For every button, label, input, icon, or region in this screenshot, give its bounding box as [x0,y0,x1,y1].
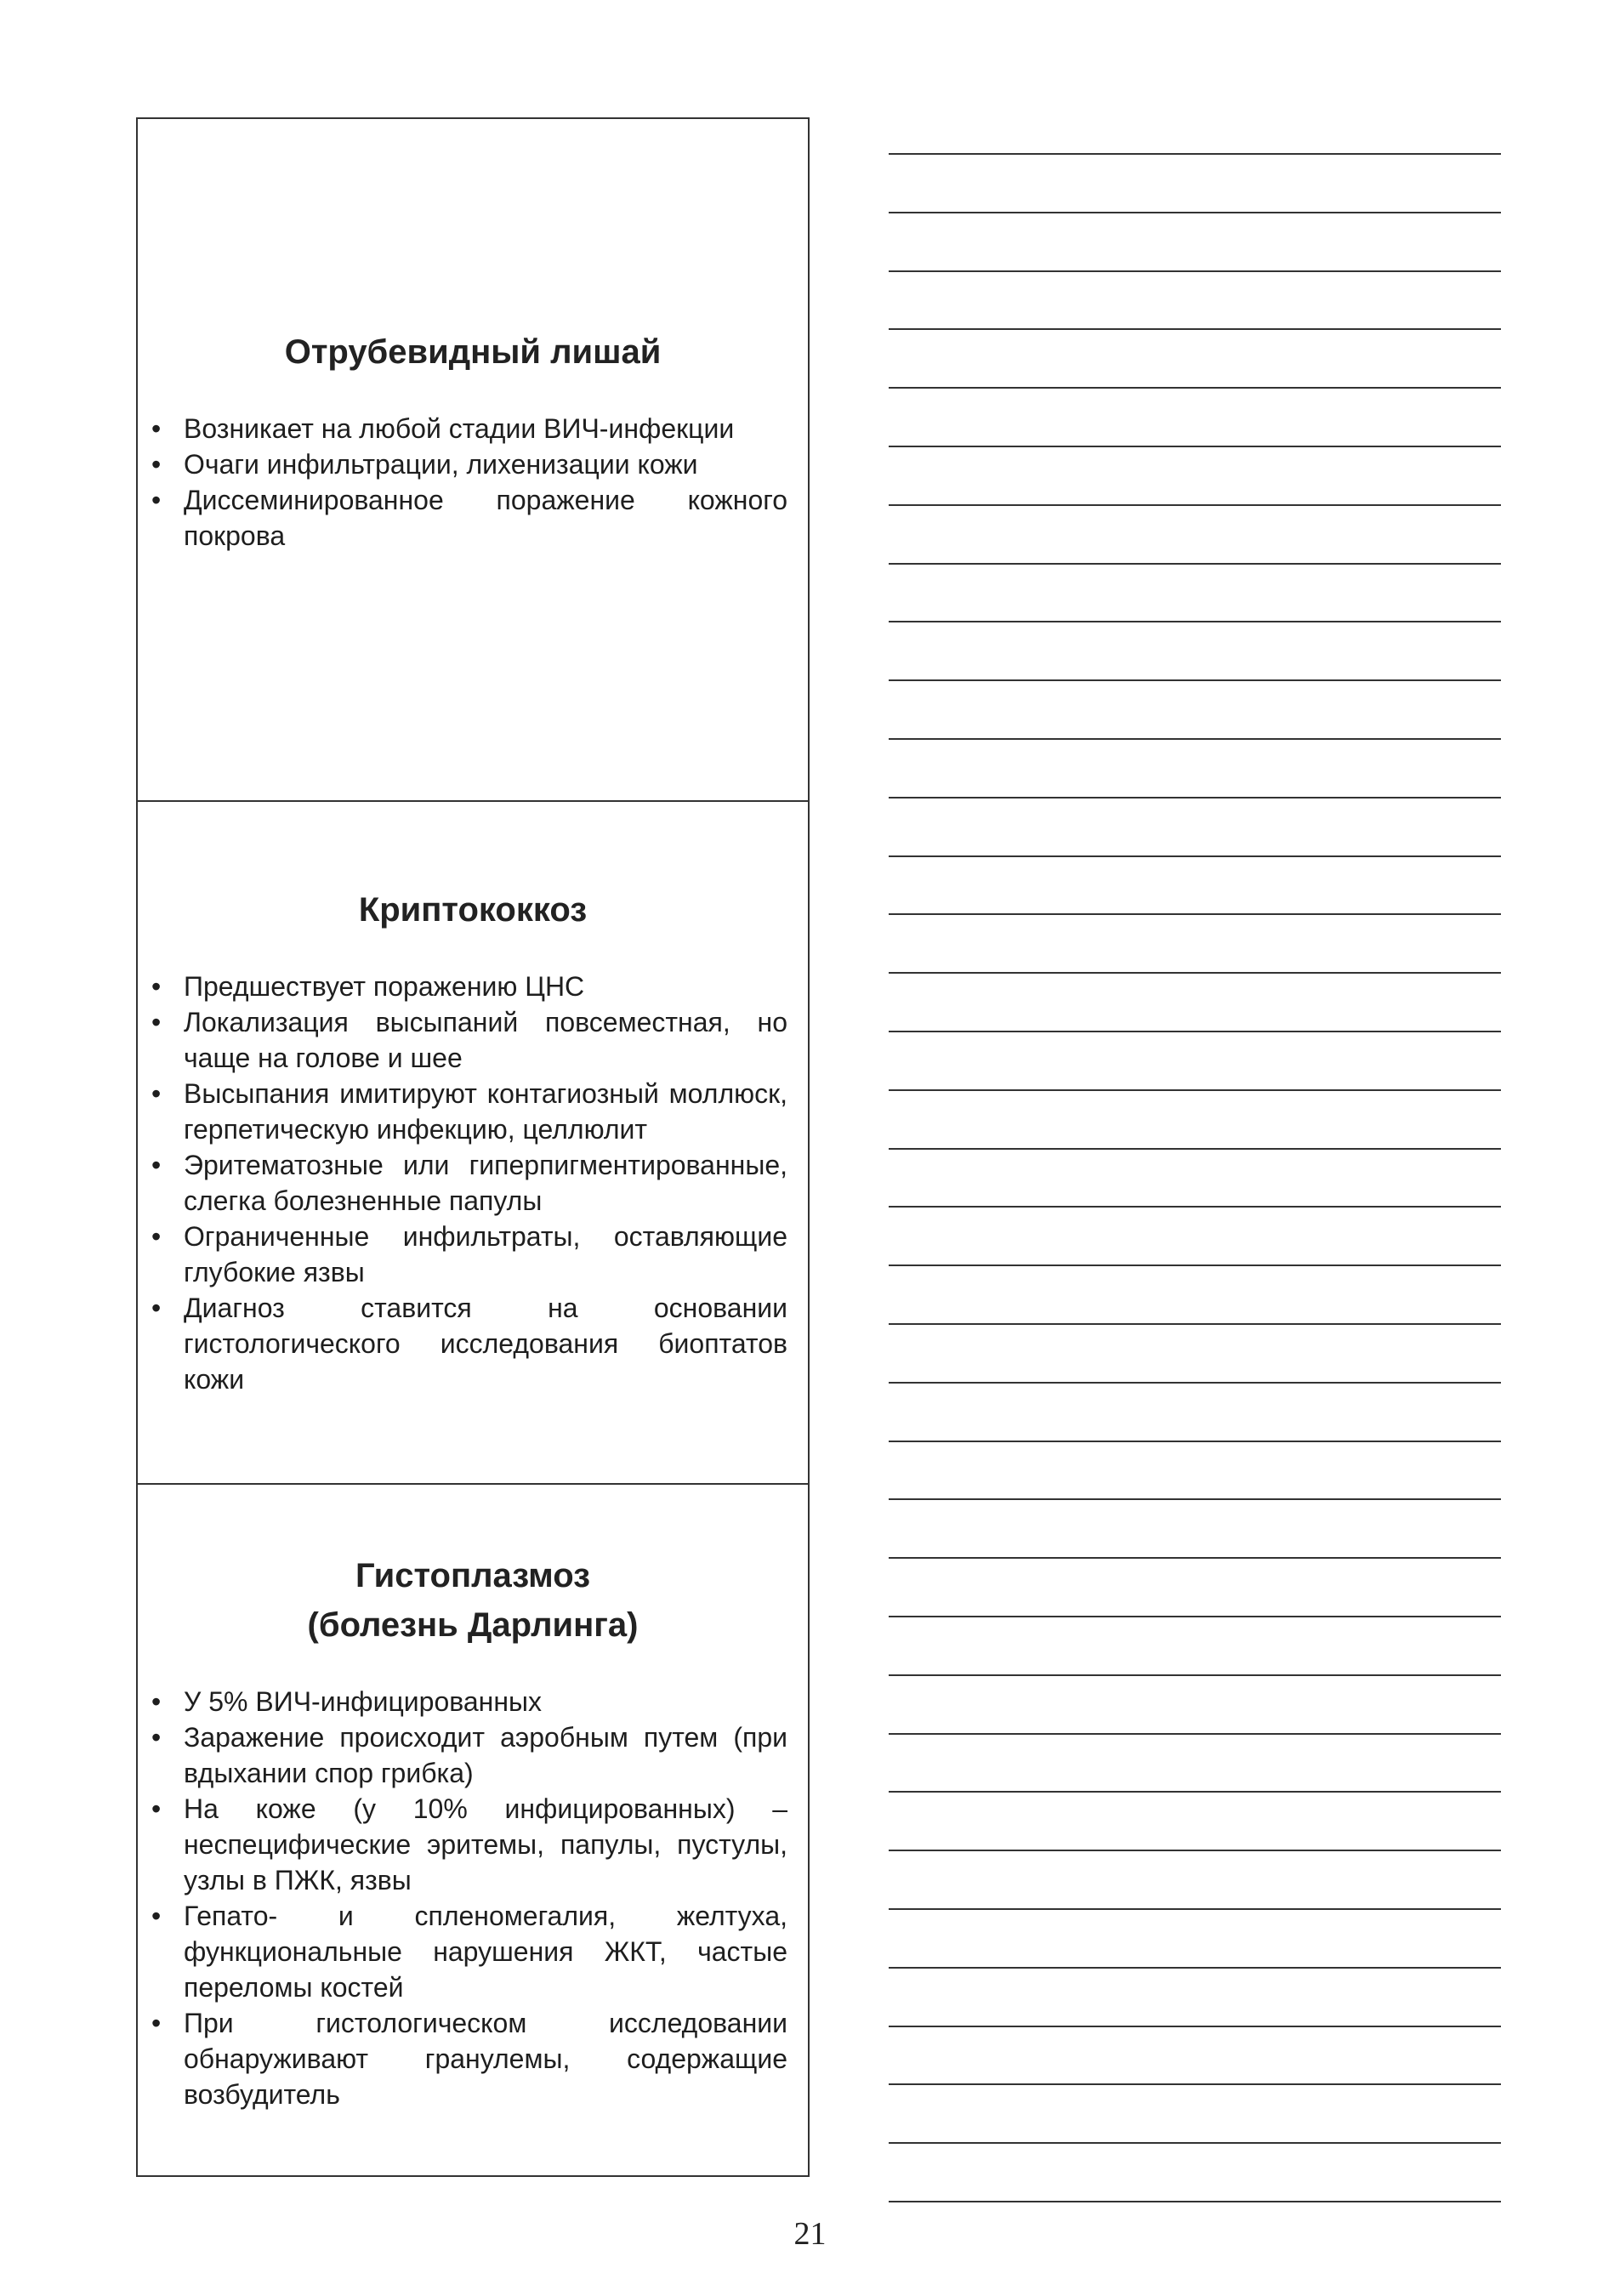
slide-title-line: Отрубевидный лишай [284,333,662,371]
note-rule-line [889,1206,1501,1208]
bullet-text: Гепато- и спленомегалия, желтуха, функциональные нарушения ЖКТ, частые переломы костей [184,1901,787,2003]
bullet-icon: • [151,1901,162,1931]
note-rule-line [889,1967,1501,1969]
note-rule-line [889,1031,1501,1032]
bullet-item [151,1898,787,2005]
bullet-item [151,1791,787,1898]
bullet-item [151,1147,787,1219]
note-rule-line [889,1908,1501,1910]
notes-ruled-lines [889,0,1501,2211]
bullet-icon: • [151,971,162,1002]
bullet-icon: • [151,2008,162,2038]
bullet-text: При гистологическом исследовании обнаруживают гранулемы, содержащие возбудитель [184,2008,787,2110]
bullet-icon: • [151,1793,162,1824]
bullet-item [151,1219,787,1290]
bullet-icon: • [151,1078,162,1109]
bullet-item [151,446,787,482]
note-rule-line [889,1733,1501,1735]
bullet-text: У 5% ВИЧ-инфицированных [184,1686,543,1717]
note-rule-line [889,387,1501,389]
bullet-item [151,411,787,446]
note-rule-line [889,153,1501,155]
note-rule-line [889,1148,1501,1150]
bullet-icon: • [151,485,162,515]
bullet-item [151,2005,787,2112]
note-rule-line [889,2201,1501,2202]
note-rule-line [889,797,1501,798]
note-rule-line [889,1323,1501,1325]
note-rule-line [889,679,1501,681]
bullet-item [151,1290,787,1397]
bullet-item [151,1684,787,1719]
note-rule-line [889,913,1501,915]
slide-frame-3 [136,1483,810,2177]
bullet-text: Заражение происходит аэробным путем (при вдыхании спор грибка) [184,1722,787,1788]
note-rule-line [889,2142,1501,2144]
bullet-icon: • [151,1722,162,1753]
note-rule-line [889,1616,1501,1617]
note-rule-line [889,621,1501,622]
note-rule-line [889,1498,1501,1500]
note-rule-line [889,1441,1501,1442]
note-rule-line [889,1557,1501,1559]
bullet-text: Локализация высыпаний повсеместная, но чаще на голове и шее [184,1007,787,1073]
note-rule-line [889,446,1501,447]
note-rule-line [889,972,1501,974]
slide-title-line: Криптококкоз [358,891,588,929]
note-rule-line [889,1265,1501,1266]
bullet-icon: • [151,1686,162,1717]
bullet-text: Высыпания имитируют контагиозный моллюск, герпетическую инфекцию, целлюлит [184,1078,787,1145]
bullet-list [138,969,808,1397]
bullet-text: Диагноз ставится на основании гистологического исследования биоптатов кожи [184,1293,787,1395]
note-rule-line [889,1382,1501,1384]
note-rule-line [889,328,1501,330]
bullet-item [151,1719,787,1791]
bullet-text: Диссеминированное поражение кожного покрова [184,485,787,551]
slide-frame-2 [136,800,810,1485]
bullet-text: Эритематозные или гиперпигментированные, слегка болезненные папулы [184,1150,787,1216]
page-number: 21 [793,2216,827,2252]
note-rule-line [889,1791,1501,1793]
note-rule-line [889,212,1501,213]
bullet-text: Ограниченные инфильтраты, оставляющие глубокие язвы [184,1221,787,1287]
slide-title [138,1551,808,1650]
note-rule-line [889,1850,1501,1851]
note-rule-line [889,738,1501,740]
note-rule-line [889,270,1501,272]
note-rule-line [889,855,1501,857]
note-rule-line [889,2083,1501,2085]
slide-frame-1 [136,117,810,802]
slide-title-line: (болезнь Дарлинга) [307,1606,639,1644]
slide-title [138,885,808,935]
bullet-list [138,1684,808,2112]
note-rule-line [889,504,1501,506]
bullet-item [151,1004,787,1076]
bullet-text: Предшествует поражению ЦНС [184,971,585,1002]
bullet-item [151,1076,787,1147]
bullet-text: На коже (у 10% инфицированных) – неспецифические эритемы, папулы, пустулы, узлы в ПЖК, язвы [184,1793,787,1895]
bullet-icon: • [151,1007,162,1037]
bullet-icon: • [151,413,162,444]
note-rule-line [889,1674,1501,1676]
note-rule-line [889,2026,1501,2027]
bullet-list [138,411,808,554]
slide-title-line: Гистоплазмоз [355,1557,591,1594]
bullet-text: Возникает на любой стадии ВИЧ-инфекции [184,413,735,444]
bullet-item [151,482,787,554]
bullet-text: Очаги инфильтрации, лихенизации кожи [184,449,698,480]
note-rule-line [889,563,1501,565]
note-rule-line [889,1089,1501,1091]
bullet-icon: • [151,1293,162,1323]
slide-title [138,327,808,377]
bullet-icon: • [151,1221,162,1252]
bullet-icon: • [151,1150,162,1180]
bullet-item [151,969,787,1004]
bullet-icon: • [151,449,162,480]
